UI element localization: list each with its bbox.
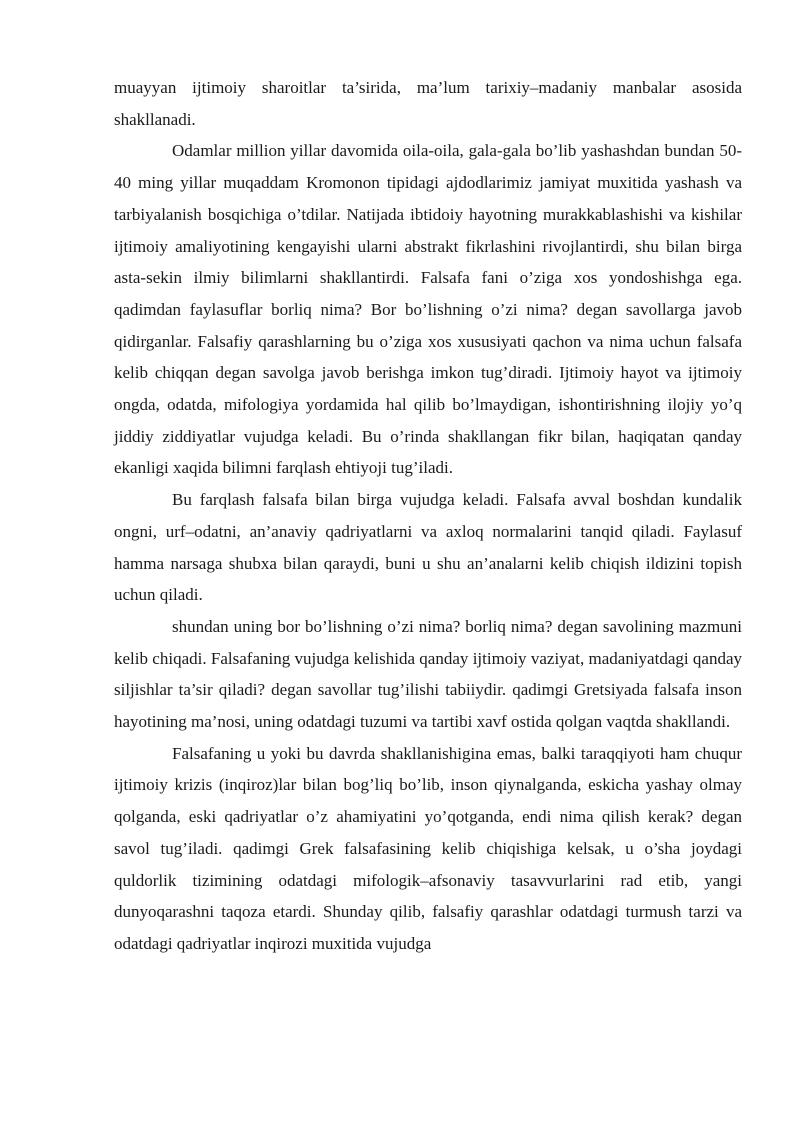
- paragraph-distinction: Bu farqlash falsafa bilan birga vujudga keladi. Falsafa avval boshdan kundalik ongni, urf–odatni, an’anaviy qadriyatlarni va axloq normalarini tanqid qiladi. Faylasuf hamma narsaga shubxa bilan qaraydi, buni u shu an’analarni kelib chiqish ildizini topish uchun qiladi.: [114, 490, 742, 605]
- paragraph-continued: muayyan ijtimoiy sharoitlar ta’sirida, ma’lum tarixiy–madaniy manbalar asosida shakllanadi.: [114, 78, 742, 129]
- document-page: [114, 72, 742, 960]
- paragraph-origins: Odamlar million yillar davomida oila-oila, gala-gala bo’lib yashashdan bundan 50-40 ming yillar muqaddam Kromonon tipidagi ajdodlarimiz jamiyat muxitida yashash va tarbiyalanish bosqichiga o’tdilar. Natijada ibtidoiy hayotning murakkablashishi va kishilar ijtimoiy amaliyotining kengayishi ularni abstrakt fikrlashini rivojlantirdi, shu bilan birga asta-sekin ilmiy bilimlarni shakllantirdi. Falsafa fani o’ziga xos yondoshishga ega. qadimdan faylasuflar borliq nima? Bor bo’lishning o’zi nima? degan savollarga javob qidirganlar. Falsafiy qarashlarning bu o’ziga xos xususiyati qachon va nima uchun falsafa kelib chiqqan degan savolga javob berishga imkon tug’diradi. Ijtimoiy hayot va ijtimoiy ongda, odatda, mifologiya yordamida hal qilib bo’lmaydigan, ishontirishning ilojiy yo’q jiddiy ziddiyatlar vujudga keladi. Bu o’rinda shakllangan fikr bilan, haqiqatan qanday ekanligi xaqida bilimni farqlash ehtiyoji tug’iladi.: [114, 141, 742, 478]
- paragraph-crisis: Falsafaning u yoki bu davrda shakllanishigina emas, balki taraqqiyoti ham chuqur ijtimoiy krizis (inqiroz)lar bilan bog’liq bo’lib, inson qiynalganda, eskicha yashay olmay qolganda, eski qadriyatlar o’z ahamiyatini yo’qotganda, endi nima qilish kerak? degan savol tug’iladi. qadimgi Grek falsafasining kelib chiqishiga kelsak, u o’sha joydagi quldorlik tizimining odatdagi mifologik–afsonaviy tasavvurlarini rad etib, yangi dunyoqarashni taqoza etardi. Shunday qilib, falsafiy qarashlar odatdagi turmush tarzi va odatdagi qadriyatlar inqirozi muxitida vujudga: [114, 743, 742, 953]
- paragraph-being-question: shundan uning bor bo’lishning o’zi nima? borliq nima? degan savolining mazmuni kelib chiqadi. Falsafaning vujudga kelishida qanday ijtimoiy vaziyat, madaniyatdagi qanday siljishlar ta’sir qiladi? degan savollar tug’ilishi tabiiydir. qadimgi Gretsiyada falsafa inson hayotining ma’nosi, uning odatdagi tuzumi va tartibi xavf ostida qolgan vaqtda shakllandi.: [114, 616, 742, 732]
